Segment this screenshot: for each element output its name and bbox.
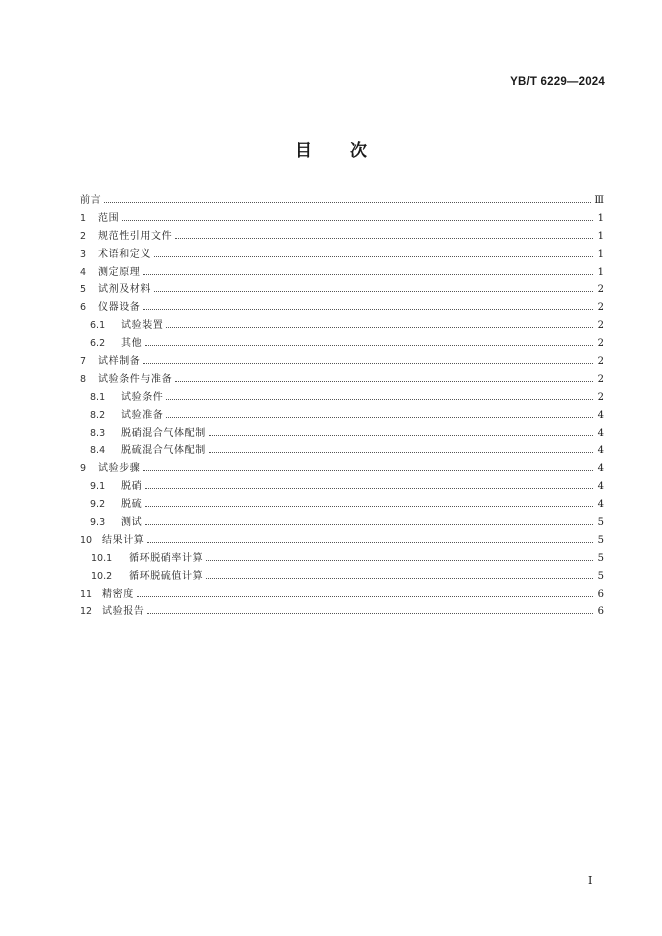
dot-leader (209, 434, 593, 436)
toc-entry[interactable] (80, 353, 604, 371)
toc-entry[interactable] (80, 532, 604, 550)
toc-entry-page: 5 (597, 570, 604, 582)
dot-leader (166, 326, 593, 328)
toc-entry-number: 5 (80, 284, 87, 296)
toc-entry[interactable] (80, 460, 604, 478)
toc-entry-page: 6 (597, 606, 604, 618)
toc-entry-label: 试验准备 (121, 409, 164, 421)
toc-entry-page: 1 (597, 248, 604, 260)
toc-entry-number: 8 (80, 373, 87, 385)
dot-leader (154, 290, 593, 292)
toc-entry[interactable] (80, 425, 604, 443)
toc-entry-label: 脱硝 (121, 481, 143, 493)
toc-entry-number: 6 (80, 302, 87, 314)
toc-entry-page: 4 (597, 481, 604, 493)
toc-entry-page: 5 (597, 552, 604, 564)
toc-entry[interactable] (80, 246, 604, 264)
toc-entry-page: 4 (597, 463, 604, 475)
toc-entry[interactable] (80, 210, 604, 228)
dot-leader (143, 308, 593, 310)
toc-entry-page: 5 (597, 517, 604, 529)
toc-entry[interactable] (80, 568, 604, 586)
dot-leader (166, 398, 593, 400)
toc-entry[interactable] (80, 478, 604, 496)
toc-entry-page: 2 (597, 320, 604, 332)
toc-entry-page: 5 (597, 534, 604, 546)
dot-leader (104, 201, 591, 203)
toc-entry-number: 8.2 (90, 409, 106, 421)
toc-entry-page: 2 (597, 302, 604, 314)
toc-entry-label: 精密度 (102, 588, 134, 600)
toc-entry-number: 6.2 (90, 338, 106, 350)
dot-leader (143, 469, 593, 471)
dot-leader (175, 380, 593, 382)
dot-leader (147, 612, 593, 614)
toc-entry-number: 8.4 (90, 445, 106, 457)
toc-entry-number: 9 (80, 463, 87, 475)
toc-entry-number: 6.1 (90, 320, 106, 332)
dot-leader (143, 273, 593, 275)
toc-entry-number: 7 (80, 356, 87, 368)
toc-entry[interactable] (80, 586, 604, 604)
dot-leader (206, 577, 593, 579)
toc-entry-number: 2 (80, 230, 87, 242)
toc-entry[interactable] (80, 407, 604, 425)
toc-entry-page: 4 (597, 499, 604, 511)
toc-entry-label: 试验条件与准备 (98, 373, 173, 385)
toc-entry-page: 4 (597, 409, 604, 421)
toc-entry-number: 8.3 (90, 427, 106, 439)
dot-leader (206, 559, 593, 561)
toc-entry-label: 前言 (80, 195, 102, 206)
toc-entry-label: 脱硝混合气体配制 (121, 427, 206, 439)
toc-entry[interactable] (80, 389, 604, 407)
toc-entry-page: 2 (597, 284, 604, 296)
toc-entry-page: 1 (597, 212, 604, 224)
toc-entry[interactable] (80, 442, 604, 460)
toc-entry-label: 试剂及材料 (98, 284, 151, 296)
toc-entry[interactable] (80, 228, 604, 246)
toc-entry-label: 试验报告 (102, 606, 145, 618)
toc-entry[interactable] (80, 264, 604, 282)
toc-entry-number: 1 (80, 212, 87, 224)
dot-leader (154, 255, 593, 257)
toc-entry[interactable] (80, 496, 604, 514)
dot-leader (145, 487, 593, 489)
toc-entry[interactable] (80, 192, 604, 210)
table-of-contents (80, 192, 604, 621)
toc-entry-label: 试样制备 (98, 356, 141, 368)
toc-entry-number: 9.3 (90, 517, 106, 529)
dot-leader (137, 595, 593, 597)
toc-entry-number: 3 (80, 248, 87, 260)
toc-entry-page: 2 (597, 338, 604, 350)
toc-entry[interactable] (80, 603, 604, 621)
toc-entry[interactable] (80, 335, 604, 353)
toc-entry-label: 术语和定义 (98, 248, 151, 260)
toc-entry-label: 脱硫 (121, 499, 143, 511)
dot-leader (122, 219, 593, 221)
toc-entry-label: 循环脱硝率计算 (129, 552, 204, 564)
toc-entry-number: 10.2 (91, 570, 113, 582)
toc-entry-page: 2 (597, 356, 604, 368)
toc-entry-page: 6 (597, 588, 604, 600)
toc-entry-page: 2 (597, 373, 604, 385)
dot-leader (143, 362, 593, 364)
dot-leader (175, 237, 593, 239)
toc-entry[interactable] (80, 281, 604, 299)
standard-code: YB/T 6229—2024 (510, 76, 605, 88)
footer-page-number: I (588, 874, 593, 887)
toc-entry-number: 9.1 (90, 481, 106, 493)
toc-entry-page: 1 (597, 230, 604, 242)
dot-leader (209, 451, 593, 453)
toc-entry-label: 范围 (98, 212, 120, 224)
toc-entry[interactable] (80, 317, 604, 335)
toc-entry[interactable] (80, 299, 604, 317)
toc-entry-label: 循环脱硫值计算 (129, 570, 204, 582)
dot-leader (145, 344, 593, 346)
dot-leader (145, 523, 593, 525)
toc-entry-label: 试验步骤 (98, 463, 141, 475)
toc-entry-number: 11 (80, 588, 93, 600)
toc-entry-number: 9.2 (90, 499, 106, 511)
toc-entry-page: 4 (597, 445, 604, 457)
toc-entry-label: 规范性引用文件 (98, 230, 173, 242)
toc-entry-label: 试验条件 (121, 391, 164, 403)
toc-title: 目次 (295, 141, 405, 161)
toc-entry-number: 12 (80, 606, 93, 618)
dot-leader (145, 505, 593, 507)
toc-entry[interactable] (80, 371, 604, 389)
toc-entry-label: 试验装置 (121, 320, 164, 332)
toc-entry-label: 仪器设备 (98, 302, 141, 314)
toc-entry-page: Ⅲ (594, 195, 604, 206)
toc-entry[interactable] (80, 550, 604, 568)
toc-entry-number: 4 (80, 266, 87, 278)
toc-entry-page: 4 (597, 427, 604, 439)
toc-entry-page: 2 (597, 391, 604, 403)
toc-entry-number: 10 (80, 534, 93, 546)
dot-leader (147, 541, 593, 543)
dot-leader (166, 416, 593, 418)
toc-entry-label: 测定原理 (98, 266, 141, 278)
toc-entry-label: 其他 (121, 338, 143, 350)
toc-entry-label: 测试 (121, 517, 143, 529)
toc-entry-page: 1 (597, 266, 604, 278)
toc-entry-number: 8.1 (90, 391, 106, 403)
toc-entry-label: 结果计算 (102, 534, 145, 546)
toc-entry-label: 脱硫混合气体配制 (121, 445, 206, 457)
toc-entry[interactable] (80, 514, 604, 532)
toc-entry-number: 10.1 (91, 552, 113, 564)
